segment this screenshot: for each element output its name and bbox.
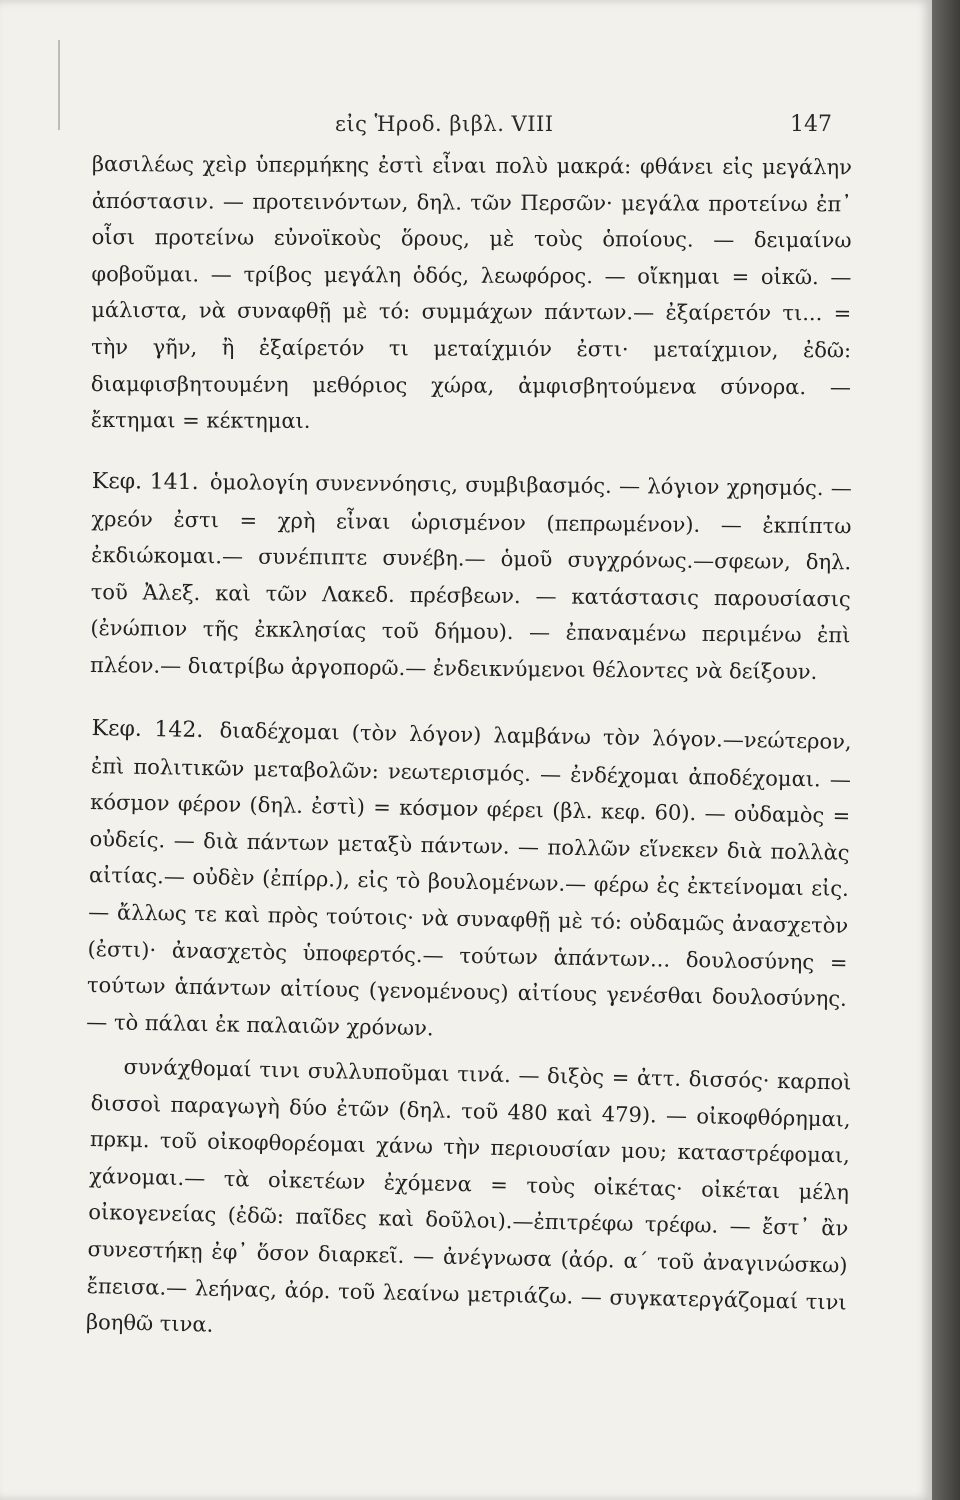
chapter-141-text: ὁμολογίη συνεννόησις, συμβιβασμός. — λόγιον χρησμός. — χρεόν ἐστι = χρὴ εἶναι ὡρισμένον (πεπρωμένον). — ἐκπίπτω ἐκδιώκομαι.— συνέπιπτε συνέβη.— ὁμοῦ συγχρόνως.—σφεων, δηλ. τοῦ Ἀλεξ. καὶ τῶν Λακεδ. πρέσβεων. — κατάστασις παρουσίασις (ἐνώπιον τῆς ἐκκλησίας τοῦ δήμου). — ἐπαναμένω περιμένω ἐπὶ πλέον.— διατρίβω ἀργοπορῶ.— ἐνδεικνύμενοι θέλοντες νὰ δείξουν. (89, 470, 852, 684)
chapter-141-heading: Κεφ. 141. (91, 468, 199, 496)
paragraph-chapter-142 (86, 710, 852, 1054)
running-head (0, 112, 932, 144)
chapter-142-heading: Κεφ. 142. (91, 715, 204, 744)
paragraph-4-text: συνάχθομαί τινι συλλυποῦμαι τινά. — διξὸς = ἀττ. δισσός· καρποὶ δισσοὶ παραγωγὴ δύο ἐτῶν (δηλ. τοῦ 480 καὶ 479). — οἰκοφθόρημαι, πρκμ. τοῦ οἰκοφθορέομαι χάνω τὴν περιουσίαν μου; καταστρέφομαι, χάνομαι.— τὰ οἰκετέων ἐχόμενα = τοὺς οἰκέτας· οἰκέται μέλη οἰκογενείας (ἐδῶ: παῖδες καὶ δοῦλοι).—ἐπιτρέφω τρέφω. — ἔστ᾽ ἂν συνεστήκῃ ἐφ᾽ ὅσον διαρκεῖ. — ἀνέγνωσα (ἀόρ. α΄ τοῦ ἀναγινώσκω) ἔπεισα.— λεήνας, ἀόρ. τοῦ λεαίνω μετριάζω. — συγκατεργάζομαί τινι βοηθῶ τινα. (85, 1054, 852, 1337)
paragraph-chapter-141 (90, 463, 852, 691)
paragraph-1-text: βασιλέως χεὶρ ὑπερμήκης ἐστὶ εἶναι πολὺ μακρά: φθάνει εἰς μεγάλην ἀπόστασιν. — προτεινόντων, δηλ. τῶν Περσῶν· μεγάλα προτείνω ἐπ᾽ οἷσι προτείνω εὐνοϊκοὺς ὅρους, μὲ τοὺς ὁποίους. — δειμαίνω φοβοῦμαι. — τρίβος μεγάλη ὁδός, λεωφόρος. — οἴκημαι = οἰκῶ. — μάλιστα, νὰ συναφθῇ μὲ τό: συμμάχων πάντων.— ἐξαίρετόν τι... = τὴν γῆν, ἢ ἐξαίρετόν τι μεταίχμιόν ἐστι· μεταίχμιον, ἐδῶ: διαμφισβητουμένη μεθόριος χώρα, ἀμφισβητούμενα σύνορα. — ἔκτημαι = κέκτημαι. (90, 151, 852, 434)
chapter-142-text: διαδέχομαι (τὸν λόγον) λαμβάνω τὸν λόγον.—νεώτερον, ἐπὶ πολιτικῶν μεταβολῶν: νεωτερισμός. — ἐνδέχομαι ἀποδέχομαι. — κόσμον φέρον (δηλ. ἐστὶ) = κόσμον φέρει (βλ. κεφ. 60). — οὐδαμὸς = οὐδείς. — διὰ πάντων μεταξὺ πάντων. — πολλῶν εἵνεκεν διὰ πολλὰς αἰτίας.— οὐδὲν (ἐπίρρ.), εἰς τὸ βουλομένων.— φέρω ἐς ἐκτείνομαι εἰς. — ἄλλως τε καὶ πρὸς τούτοις· νὰ συναφθῇ μὲ τό: οὐδαμῶς ἀνασχετὸν (ἐστι)· ἀνασχετὸς ὑποφερτός.— τούτων ἁπάντων... δουλοσύνης = τούτων ἁπάντων αἰτίους (γενομένους) αἰτίους γενέσθαι δουλοσύνης. — τὸ πάλαι ἐκ παλαιῶν χρόνων. (86, 718, 852, 1041)
page-edge-shadow (932, 0, 960, 1500)
paragraph-4 (86, 1048, 852, 1357)
running-title: εἰς Ἡροδ. βιβλ. VIII (335, 112, 554, 136)
paragraph-1 (91, 146, 852, 442)
page-number: 147 (790, 112, 832, 137)
